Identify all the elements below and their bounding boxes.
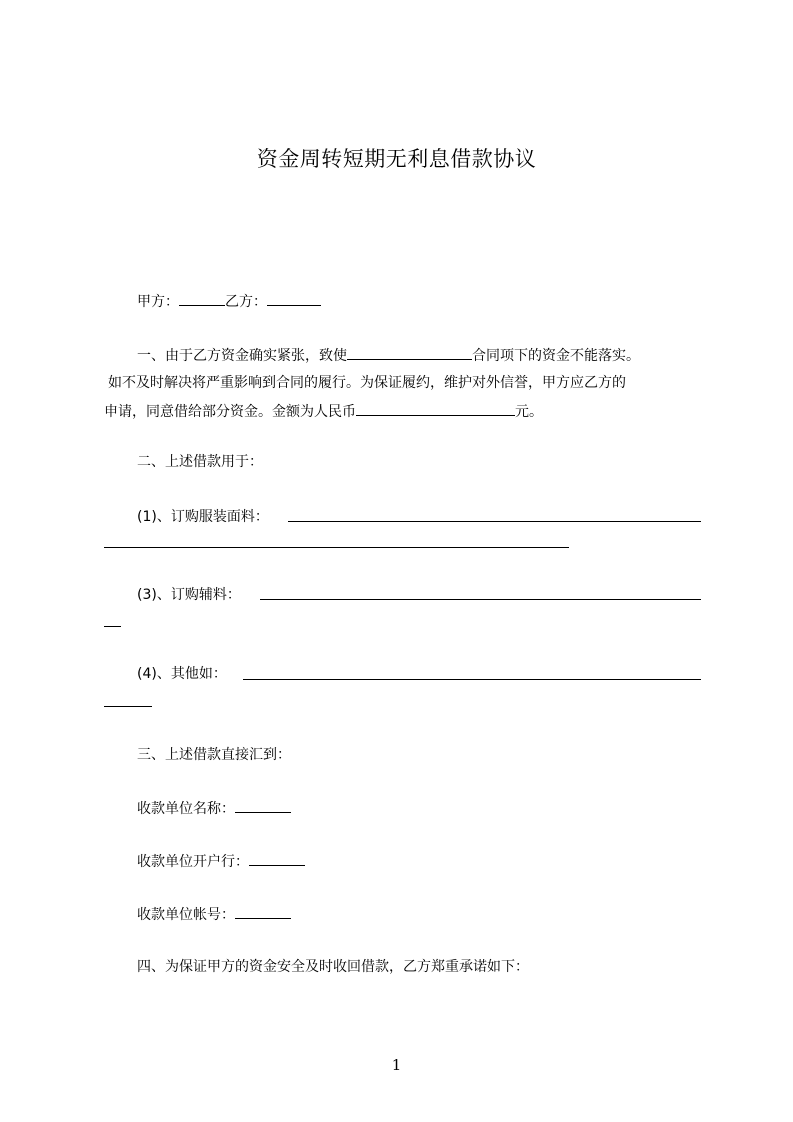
party-a-blank xyxy=(179,291,225,306)
item3-label: (3)、订购辅料： xyxy=(137,587,241,603)
item4-rule-cont xyxy=(104,706,152,707)
item4-label: (4)、其他如： xyxy=(137,666,227,682)
clause2-heading: 二、上述借款用于： xyxy=(137,454,263,470)
clause3-heading: 三、上述借款直接汇到： xyxy=(137,747,291,763)
party-a-label: 甲方： xyxy=(137,294,179,310)
clause1-text-a: 一、由于乙方资金确实紧张，致使 xyxy=(137,348,347,364)
document-title: 资金周转短期无利息借款协议 xyxy=(256,147,537,171)
amount-blank xyxy=(356,401,515,416)
item1-label: (1)、订购服装面料： xyxy=(137,509,269,525)
item3-rule xyxy=(260,599,701,600)
clause1-line2: 如不及时解决将严重影响到合同的履行。为保证履约，维护对外信誉，甲方应乙方的 xyxy=(108,375,626,391)
clause1-line1 xyxy=(137,345,640,366)
item3-rule-cont xyxy=(104,626,121,627)
contract-blank xyxy=(347,345,472,360)
clause1-text-b: 合同项下的资金不能落实。 xyxy=(472,348,640,364)
payee-name-line xyxy=(137,798,291,819)
payee-account-blank xyxy=(235,904,291,919)
party-b-label: 乙方： xyxy=(225,294,267,310)
clause1-text-c: 申请，同意借给部分资金。金额为人民币 xyxy=(104,404,356,420)
payee-bank-label: 收款单位开户行： xyxy=(137,854,249,870)
page-number: 1 xyxy=(391,1056,402,1074)
parties-line xyxy=(137,291,321,312)
payee-name-label: 收款单位名称： xyxy=(137,801,235,817)
clause4-heading: 四、为保证甲方的资金安全及时收回借款，乙方郑重承诺如下： xyxy=(137,959,529,975)
party-b-blank xyxy=(267,291,321,306)
item4-rule xyxy=(243,679,701,680)
payee-account-line xyxy=(137,904,291,925)
clause1-line3 xyxy=(104,401,543,422)
payee-bank-blank xyxy=(249,851,305,866)
payee-bank-line xyxy=(137,851,305,872)
payee-name-blank xyxy=(235,798,291,813)
clause1-text-d: 元。 xyxy=(515,404,543,420)
item1-rule xyxy=(288,521,701,522)
item1-rule-cont xyxy=(104,547,569,548)
payee-account-label: 收款单位帐号： xyxy=(137,907,235,923)
